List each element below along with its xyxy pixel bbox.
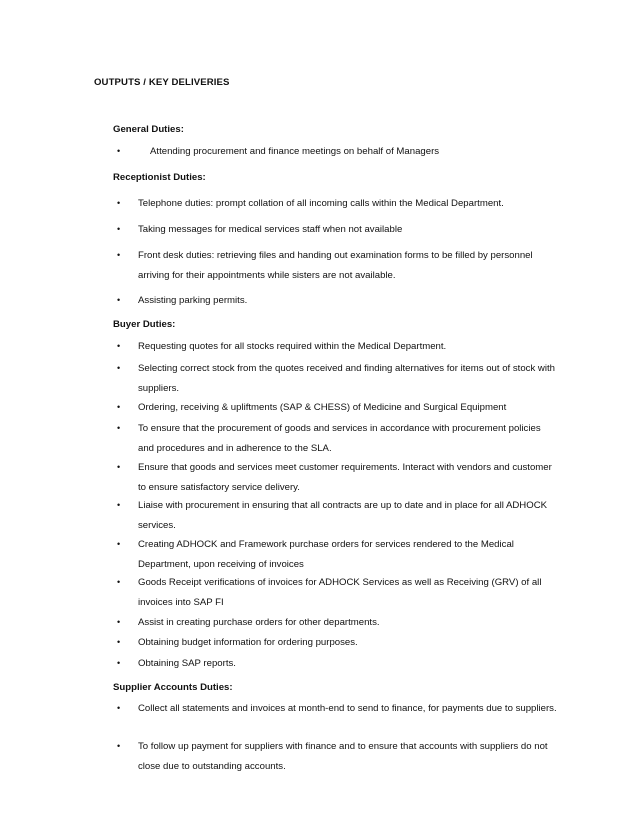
bullet-icon: • <box>117 637 121 647</box>
bullet-icon: • <box>117 363 121 373</box>
bullet-icon: • <box>117 423 121 433</box>
section-heading-receptionist: Receptionist Duties: <box>113 172 206 183</box>
bullet-icon: • <box>117 577 121 587</box>
list-item: Telephone duties: prompt collation of all incoming calls within the Medical Department. <box>138 198 504 209</box>
list-item: Ordering, receiving & upliftments (SAP & CHESS) of Medicine and Surgical Equipment <box>138 402 507 413</box>
bullet-icon: • <box>117 198 121 208</box>
bullet-icon: • <box>117 703 121 713</box>
list-item: Attending procurement and finance meetings on behalf of Managers <box>150 146 440 157</box>
list-item: Front desk duties: retrieving files and handing out examination forms to be filled by personnel arriving for their appointments while sisters are not available. <box>138 250 533 281</box>
list-item: To ensure that the procurement of goods and services in accordance with procurement policies and procedures and in adherence to the SLA. <box>138 423 541 454</box>
document-title: OUTPUTS / KEY DELIVERIES <box>94 77 230 88</box>
list-item: Collect all statements and invoices at month-end to send to finance, for payments due to suppliers. <box>138 703 557 714</box>
list-item: Obtaining budget information for ordering purposes. <box>138 637 358 648</box>
bullet-icon: • <box>117 658 121 668</box>
bullet-icon: • <box>117 250 121 260</box>
list-item: Ensure that goods and services meet customer requirements. Interact with vendors and customer to ensure satisfactory service delivery. <box>138 462 552 493</box>
list-item: Assist in creating purchase orders for other departments. <box>138 617 380 628</box>
section-heading-supplier-accounts: Supplier Accounts Duties: <box>113 682 233 693</box>
list-item: Assisting parking permits. <box>138 295 248 306</box>
bullet-icon: • <box>117 402 121 412</box>
bullet-icon: • <box>117 741 121 751</box>
section-heading-buyer: Buyer Duties: <box>113 319 176 330</box>
section-heading-general: General Duties: <box>113 124 184 135</box>
bullet-icon: • <box>117 539 121 549</box>
list-item: To follow up payment for suppliers with finance and to ensure that accounts with suppliers do not close due to outstanding accounts. <box>138 741 548 772</box>
bullet-icon: • <box>117 341 121 351</box>
list-item: Requesting quotes for all stocks required within the Medical Department. <box>138 341 447 352</box>
bullet-icon: • <box>117 295 121 305</box>
list-item: Liaise with procurement in ensuring that all contracts are up to date and in place for all ADHOCK services. <box>138 500 548 531</box>
bullet-icon: • <box>117 146 121 156</box>
list-item: Goods Receipt verifications of invoices for ADHOCK Services as well as Receiving (GRV) of all invoices into SAP FI <box>138 577 542 608</box>
bullet-icon: • <box>117 462 121 472</box>
list-item: Selecting correct stock from the quotes received and finding alternatives for items out of stock with suppliers. <box>138 363 555 394</box>
bullet-icon: • <box>117 224 121 234</box>
list-item: Taking messages for medical services staff when not available <box>138 224 403 235</box>
list-item: Creating ADHOCK and Framework purchase orders for services rendered to the Medical Department, upon receiving of invoices <box>138 539 514 570</box>
bullet-icon: • <box>117 617 121 627</box>
bullet-icon: • <box>117 500 121 510</box>
list-item: Obtaining SAP reports. <box>138 658 236 669</box>
